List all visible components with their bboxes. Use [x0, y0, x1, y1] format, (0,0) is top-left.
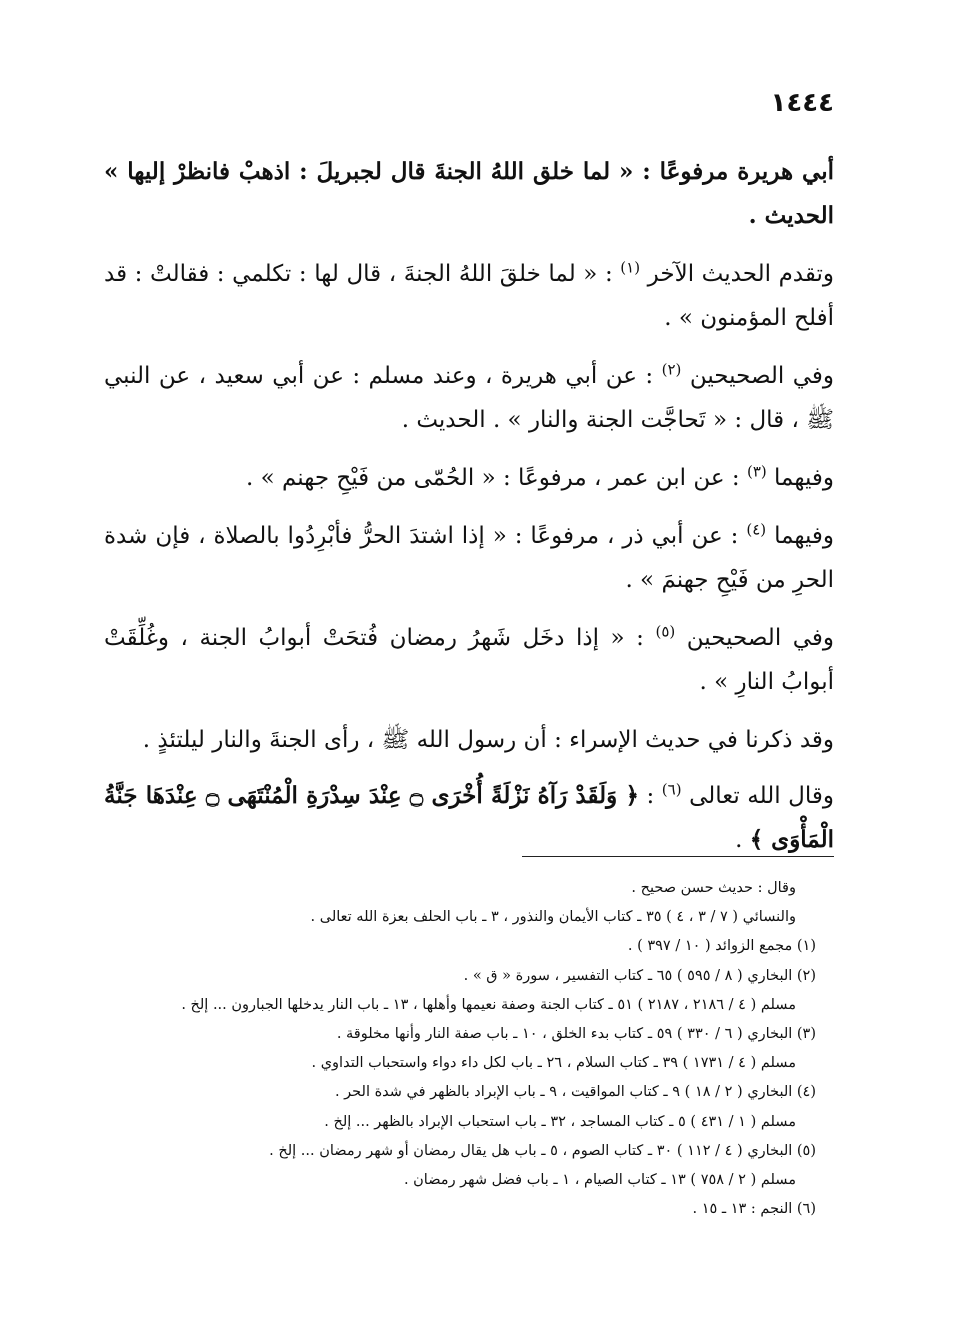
footnote-1: (١) مجمع الزوائد ( ١٠ / ٣٩٧ ) . [627, 938, 816, 955]
footnote-line: مسلم ( ٤ / ١٧٣١ ) ٣٩ ـ كتاب السلام ، ٢٦ ـ باب لكل داء دواء واستحباب التداوي . [311, 1055, 796, 1072]
paragraph-7-text: وقد ذكرنا في حديث الإسراء : أن رسول الله ﷺ ، رأى الجنةَ والنار ليلتئذٍ . [142, 727, 834, 753]
paragraph-5-text: : عن أبي ذر ، مرفوعًا : « إذا اشتدَ الحرُّ فأبْرِدُوا بالصلاة ، فإن شدة الحرِ من فَيْحِ جهنمَ » . [104, 523, 834, 593]
paragraph-1-text: أبي هريرة مرفوعًا : « لما خلق اللهُ الجنةَ قال لجبريلَ : اذهبْ فانظرْ إليها » الحديث . [104, 158, 834, 229]
footnote-4: (٤) البخاري ( ٢ / ١٨ ) ٩ ـ كتاب المواقيت ، ٩ ـ باب الإبراد بالظهر في شدة الحر . [334, 1084, 816, 1101]
paragraph-3-lead: وفي الصحيحين [689, 363, 835, 389]
footnote-ref-6[interactable]: (٦) [661, 780, 682, 799]
paragraph-8-lead: وقال الله تعالى [689, 783, 834, 809]
footnote-ref-3[interactable]: (٣) [746, 462, 767, 481]
page-number: ١٤٤٤ [770, 88, 834, 118]
footnote-6: (٦) النجم : ١٣ ـ ١٥ . [692, 1201, 816, 1218]
footnote-line: مسلم ( ١ / ٤٣١ ) ٥ ـ كتاب المساجد ، ٣٢ ـ باب استحباب الإبراد بالظهر ... إلخ . [324, 1113, 796, 1130]
paragraph-5 [104, 514, 834, 602]
paragraph-4-lead: وفيهما [774, 465, 834, 491]
paragraph-6 [104, 616, 834, 704]
quran-verse: ﴿ وَلَقَدْ رَآهُ نَزْلَةً أُخْرَى ۝ عِنْدَ سِدْرَةِ الْمُنْتَهَى ۝ عِنْدَهَا جَنَّةُ الْمَأْوَى ﴾ [104, 782, 834, 853]
paragraph-2-lead: وتقدم الحديث الآخر [647, 261, 835, 287]
paragraph-6-lead: وفي الصحيحين [686, 625, 835, 651]
footnote-3: (٣) البخاري ( ٦ / ٣٣٠ ) ٥٩ ـ كتاب بدء الخلق ، ١٠ ـ باب صفة النار وأنها مخلوقة . [336, 1026, 816, 1043]
paragraph-2 [104, 252, 834, 340]
paragraph-4 [104, 456, 834, 500]
paragraph-1 [104, 150, 834, 238]
paragraph-3 [104, 354, 834, 442]
paragraph-4-text: : عن ابن عمر ، مرفوعًا : « الحُمّى من فَيْحِ جهنم » . [245, 465, 740, 491]
footnote-line: وقال : حديث حسن صحيح . [631, 880, 796, 896]
paragraph-3-text: : عن أبي هريرة ، وعند مسلم : عن أبي سعيد ، عن النبي ﷺ ، قال : « تَحاجَّت الجنة والنار » . الحديث . [104, 363, 834, 433]
paragraph-8 [104, 774, 834, 862]
footnote-2: (٢) البخاري ( ٨ / ٥٩٥ ) ٦٥ ـ كتاب التفسير ، سورة « ق » . [463, 967, 816, 984]
paragraph-2-text: : « لما خلقَ اللهُ الجنةَ ، قال لها : تكلمي : فقالتْ : قد أفلح المؤمنون » . [104, 261, 834, 331]
footnote-separator [522, 856, 834, 857]
paragraph-7 [104, 718, 834, 762]
paragraph-8-end: . [735, 827, 743, 853]
footnote-5: (٥) البخاري ( ٤ / ١١٢ ) ٣٠ ـ كتاب الصوم ، ٥ ـ باب هل يقال رمضان أو شهر رمضان ... إلخ . [269, 1142, 816, 1159]
footnote-line: مسلم ( ٤ / ٢١٨٦ ، ٢١٨٧ ) ٥١ ـ كتاب الجنة وصفة نعيمها وأهلها ، ١٣ ـ باب النار يدخلها الجبارون ... إلخ . [181, 996, 796, 1013]
paragraph-8-separator: : [638, 783, 655, 809]
footnote-line: والنسائي ( ٧ / ٣ ، ٤ ) ٣٥ ـ كتاب الأيمان والنذور ، ٣ ـ باب الحلف بعزة الله تعالى . [310, 909, 796, 926]
footnotes [120, 874, 816, 1224]
footnote-ref-4[interactable]: (٤) [746, 520, 767, 539]
paragraph-5-lead: وفيهما [774, 523, 835, 549]
footnote-line: مسلم ( ٢ / ٧٥٨ ) ١٣ ـ كتاب الصيام ، ١ ـ باب فضل شهر رمضان . [403, 1172, 796, 1189]
footnote-ref-1[interactable]: (١) [620, 258, 641, 277]
footnote-ref-5[interactable]: (٥) [655, 622, 676, 641]
footnote-ref-2[interactable]: (٢) [661, 360, 682, 379]
paragraph-6-text: : « إذا دخَل شَهرُ رمضان فُتحَتْ أبوابُ الجنة ، وغُلِّقَتْ أبوابُ النارِ » . [104, 625, 834, 695]
main-text [104, 150, 834, 876]
